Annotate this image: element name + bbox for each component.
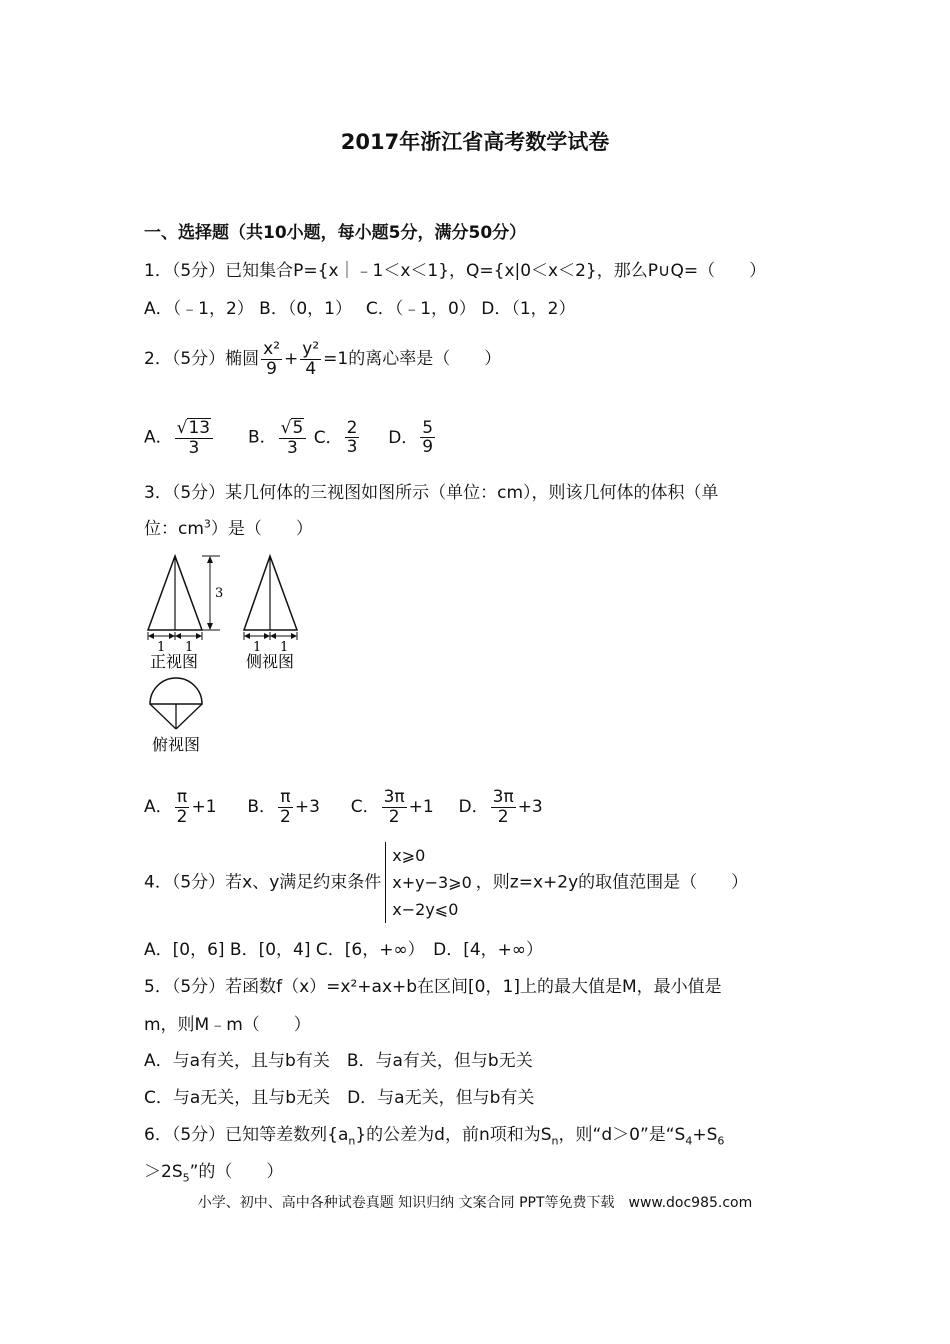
q6-part-a: 6．（5分）已知等差数列{a <box>144 1125 349 1145</box>
front-arrow-head-1 <box>148 633 154 639</box>
q6-sub-n2: n <box>551 1134 559 1148</box>
q2-options <box>144 418 437 457</box>
q4-options: A．[0，6] B．[0，4] C．[6，+∞） D．[4，+∞） <box>144 940 544 960</box>
q2-opt-d-frac <box>420 419 435 457</box>
q3-opt-a-num: π <box>175 788 190 808</box>
q2-opt-d-den: 9 <box>422 437 434 458</box>
q2-option-d <box>388 419 437 457</box>
q2-option-b <box>248 418 308 457</box>
side-arrow-head-1 <box>244 633 250 639</box>
q3-opt-a-tail: +1 <box>191 797 217 818</box>
q2-opt-b-den: 3 <box>287 437 298 458</box>
q2-opt-d-label: D． <box>388 427 419 448</box>
q2-opt-c-frac <box>345 419 360 457</box>
q3-line2-pre: 位：cm <box>144 519 204 539</box>
q3-opt-b-tail: +3 <box>294 797 320 818</box>
q3-opt-c-label: C． <box>350 797 380 818</box>
height-dim-label: 3 <box>215 586 224 601</box>
q4-prefix: 4．（5分）若x、y满足约束条件 <box>144 872 382 893</box>
q4-constraint-1: x⩾0 <box>392 846 426 865</box>
q3-opt-c-den: 2 <box>388 806 400 827</box>
q3-opt-b-num: π <box>278 788 293 808</box>
q6-stem-line1 <box>144 1120 724 1147</box>
q6-part-d: +S <box>692 1125 718 1145</box>
q1-stem: 1．（5分）已知集合P={x｜﹣1＜x＜1}，Q={x|0＜x＜2}，那么P∪Q=（ ） <box>144 261 767 281</box>
q5-stem-line2: m，则M﹣m（ ） <box>144 1015 311 1035</box>
height-arrow-head-bottom <box>207 623 213 630</box>
q2-opt-c-label: C． <box>313 427 343 448</box>
q3-stem-line1: 3．（5分）某几何体的三视图如图所示（单位：cm），则该几何体的体积（单 <box>144 483 719 503</box>
q4-constraint-3: x−2y⩽0 <box>392 900 459 919</box>
section-heading: 一、选择题（共10小题，每小题5分，满分50分） <box>144 223 527 243</box>
q3-opt-a-frac <box>175 788 190 826</box>
q3-option-b <box>247 788 320 826</box>
q2-opt-a-num: √13 <box>175 418 213 439</box>
side-arrow-head-4 <box>291 633 297 639</box>
q3-stem-line2 <box>144 514 313 539</box>
q2-frac2-den: 4 <box>305 358 317 379</box>
height-arrow-head-top <box>207 556 213 563</box>
q2-prefix: 2．（5分）椭圆 <box>144 349 260 370</box>
q2-opt-a-radicand: 13 <box>188 418 211 438</box>
front-arrow-head-3 <box>175 633 181 639</box>
q3-option-d <box>459 788 543 826</box>
q3-opt-a-label: A． <box>144 797 173 818</box>
q2-option-c <box>314 419 362 457</box>
front-arrow-head-4 <box>196 633 202 639</box>
q1-options: A．（﹣1，2） B．（0，1） C．（﹣1，0） D．（1，2） <box>144 299 576 319</box>
side-dim-left: 1 <box>253 640 262 655</box>
q2-suffix: =1的离心率是（ ） <box>323 349 502 370</box>
q4-constraint-2: x+y−3⩾0 <box>392 873 472 892</box>
q3-line2-sup: 3 <box>203 517 211 531</box>
q3-opt-c-frac <box>382 788 407 826</box>
q3-option-a <box>144 788 217 826</box>
q5-options-ab: A．与a有关，且与b有关 B．与a有关，但与b无关 <box>144 1051 533 1071</box>
q2-opt-d-num: 5 <box>422 417 434 438</box>
q2-opt-a-label: A． <box>144 427 173 448</box>
q2-stem <box>144 340 501 378</box>
top-view-semicircle <box>150 678 202 704</box>
q4-stem <box>144 842 748 923</box>
three-view-figure <box>140 548 320 763</box>
front-dim-right: 1 <box>185 640 194 655</box>
q2-frac1-num: x² <box>263 339 281 359</box>
q3-option-c <box>351 788 434 826</box>
q6-sub-6: 6 <box>717 1134 725 1148</box>
q6-sub-4: 4 <box>685 1134 693 1148</box>
q3-opt-a-den: 2 <box>176 806 188 827</box>
q2-opt-c-num: 2 <box>346 417 358 438</box>
q3-opt-b-label: B． <box>247 797 277 818</box>
q3-opt-b-frac <box>278 788 293 826</box>
q2-option-a <box>144 418 215 457</box>
q4-suffix: ，则z=x+2y的取值范围是（ ） <box>475 872 749 893</box>
q3-opt-c-tail: +1 <box>408 797 434 818</box>
q2-frac1-den: 9 <box>266 358 277 379</box>
q3-opt-c-num: 3π <box>383 787 405 807</box>
q2-opt-b-label: B． <box>247 427 277 448</box>
q2-fraction-x <box>261 340 282 378</box>
front-arrow-head-2 <box>169 633 175 639</box>
front-dim-left: 1 <box>157 640 166 655</box>
side-dim-right: 1 <box>280 640 289 655</box>
q2-opt-a-den: 3 <box>188 437 200 458</box>
q6-part-b: }的公差为d，前n项和为S <box>355 1125 552 1145</box>
q2-opt-b-frac <box>279 418 307 457</box>
page-title: 2017年浙江省高考数学试卷 <box>340 130 610 154</box>
q3-options <box>144 788 543 826</box>
q6-part-c: ，则“d＞0”是“S <box>558 1125 686 1145</box>
q3-opt-d-tail: +3 <box>517 797 543 818</box>
q3-line2-post: ）是（ ） <box>210 519 313 539</box>
q2-opt-b-radicand: 5 <box>292 418 304 438</box>
q2-frac2-num: y² <box>302 339 320 359</box>
q3-opt-d-label: D． <box>458 797 489 818</box>
page-footer: 小学、初中、高中各种试卷真题 知识归纳 文案合同 PPT等免费下载 www.doc985.com <box>197 1195 753 1211</box>
q6-stem-line2 <box>144 1157 283 1184</box>
q4-constraint-system <box>385 842 472 923</box>
q2-opt-b-num: √5 <box>279 418 307 439</box>
q2-opt-c-den: 3 <box>346 437 358 458</box>
q6-line2-part-a: ＞2S <box>144 1162 183 1182</box>
front-view-label: 正视图 <box>150 652 199 671</box>
q2-plus: + <box>284 349 299 370</box>
q6-sub-n: n <box>348 1134 356 1148</box>
q3-opt-d-num: 3π <box>492 787 514 807</box>
q6-line2-part-b: ”的（ ） <box>189 1162 284 1182</box>
q5-stem-line1: 5．（5分）若函数f（x）=x²+ax+b在区间[0，1]上的最大值是M，最小值是 <box>144 977 722 997</box>
q2-fraction-y <box>300 340 321 378</box>
q6-sub-5: 5 <box>182 1171 190 1185</box>
q3-opt-d-den: 2 <box>497 806 509 827</box>
q2-opt-a-frac <box>175 418 213 457</box>
side-arrow-head-2 <box>264 633 270 639</box>
side-arrow-head-3 <box>270 633 276 639</box>
side-view-label: 侧视图 <box>246 652 295 671</box>
q3-opt-d-frac <box>491 788 516 826</box>
q3-opt-b-den: 2 <box>280 806 291 827</box>
top-view-edge-right <box>176 704 202 729</box>
top-view-edge-left <box>150 704 176 729</box>
q5-options-cd: C．与a无关，且与b无关 D．与a无关，但与b有关 <box>144 1088 535 1108</box>
top-view-label: 俯视图 <box>152 735 201 754</box>
